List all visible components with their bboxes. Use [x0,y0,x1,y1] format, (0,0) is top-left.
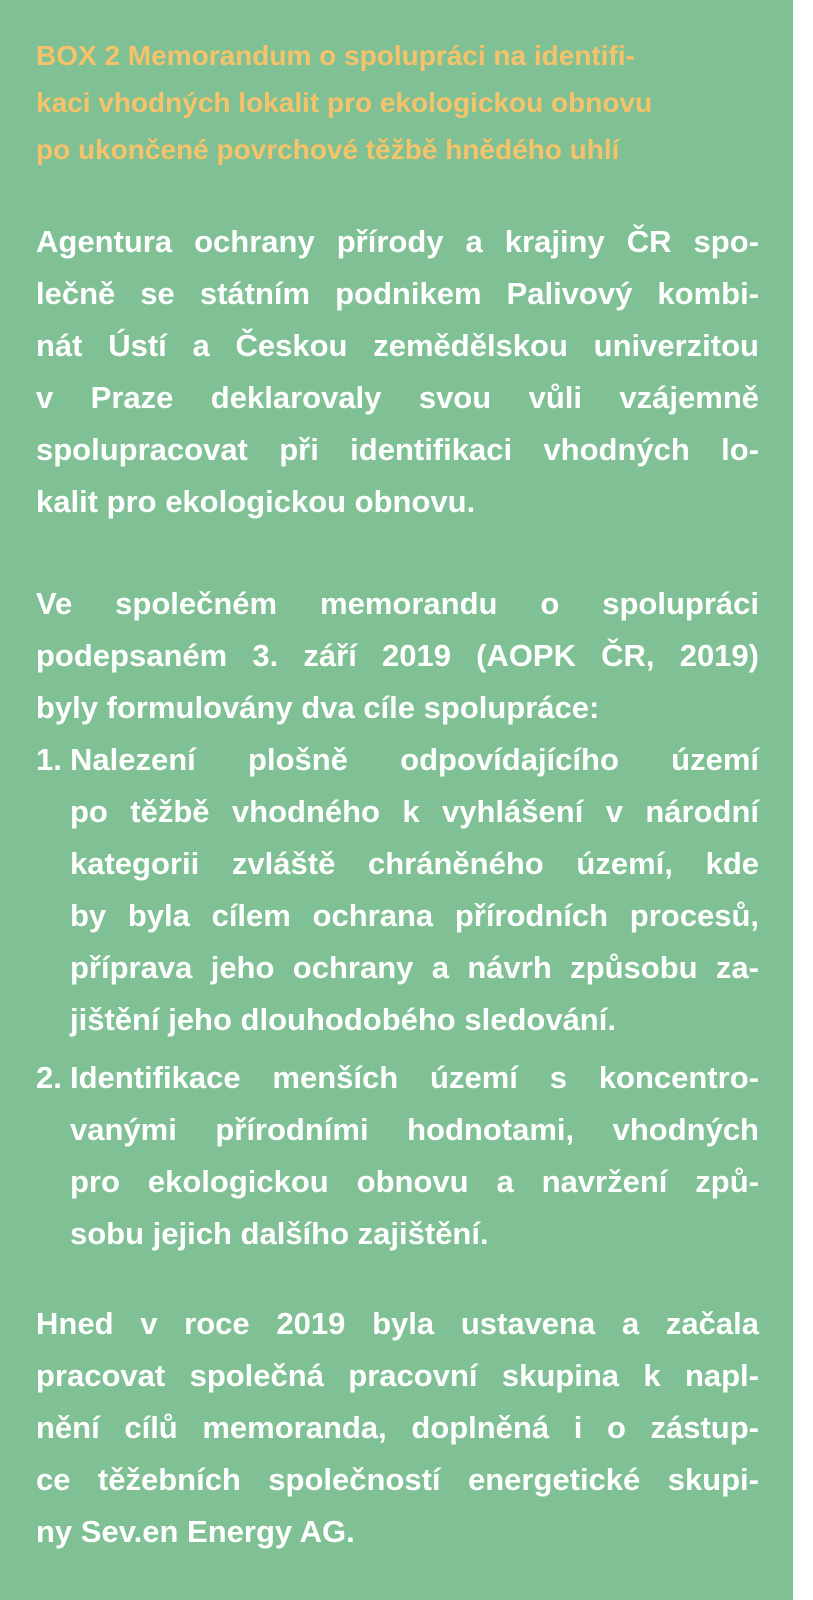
list-item-line: jištění jeho dlouhodobého sledování. [70,1002,616,1037]
paragraph-intro [36,216,759,528]
paragraph-line: Agentura ochrany přírody a krajiny ČR spo- [36,224,759,259]
page-margin [793,0,813,1600]
list-item-number: 2. [36,1060,62,1095]
list-item-line: příprava jeho ochrany a návrh způsobu za- [70,950,759,985]
paragraph-line: lečně se státním podnikem Palivový kombi- [36,276,759,311]
paragraph-line: ce těžebních společností energetické skupi- [36,1462,759,1497]
list-item-line: Nalezení plošně odpovídajícího území [70,742,759,777]
box-title-line: po ukončené povrchové těžbě hnědého uhlí [36,134,620,165]
box-title [36,32,759,173]
paragraph-line: ny Sev.en Energy AG. [36,1514,355,1549]
box-title-line: kaci vhodných lokalit pro ekologickou obnovu [36,87,653,118]
list-item [36,734,759,1046]
paragraph-working-group [36,1298,759,1558]
list-item-line: pro ekologickou obnovu a navržení způ- [70,1164,759,1199]
list-item [36,1052,759,1260]
paragraph-memorandum [36,578,759,734]
paragraph-line: Hned v roce 2019 byla ustavena a začala [36,1306,759,1341]
paragraph-line: podepsaném 3. září 2019 (AOPK ČR, 2019) [36,638,759,673]
paragraph-line: pracovat společná pracovní skupina k napl- [36,1358,759,1393]
list-item-line: by byla cílem ochrana přírodních procesů, [70,898,759,933]
list-item-line: kategorii zvláště chráněného území, kde [70,846,759,881]
box-title-line: BOX 2 Memorandum o spolupráci na identifi- [36,40,635,71]
list-item-number: 1. [36,742,62,777]
list-item-line: vanými přírodními hodnotami, vhodných [70,1112,759,1147]
list-item-line: Identifikace menších území s koncentro- [70,1060,759,1095]
paragraph-line: spolupracovat při identifikaci vhodných lo- [36,432,759,467]
paragraph-line: v Praze deklarovaly svou vůli vzájemně [36,380,759,415]
paragraph-line: nát Ústí a Českou zemědělskou univerzitou [36,328,759,363]
list-item-line: po těžbě vhodného k vyhlášení v národní [70,794,759,829]
goals-list [36,734,759,1266]
paragraph-line: byly formulovány dva cíle spolupráce: [36,690,600,725]
list-item-line: sobu jejich dalšího zajištění. [70,1216,489,1251]
paragraph-line: nění cílů memoranda, doplněná i o zástup- [36,1410,759,1445]
paragraph-line: kalit pro ekologickou obnovu. [36,484,476,519]
paragraph-line: Ve společném memorandu o spolupráci [36,586,759,621]
